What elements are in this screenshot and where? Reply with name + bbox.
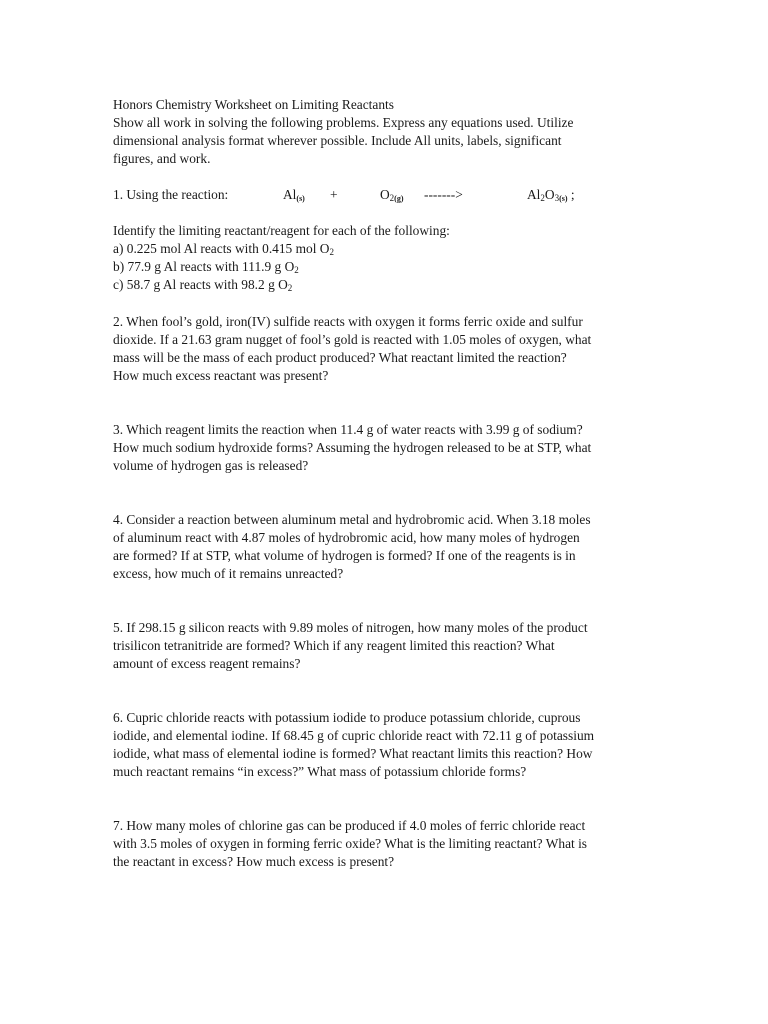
question-6-line-1: 6. Cupric chloride reacts with potassium iodide to produce potassium chloride, cuprous xyxy=(113,710,581,725)
question-2-line-2: dioxide. If a 21.63 gram nugget of fool’s gold is reacted with 1.05 moles of oxygen, what xyxy=(113,332,592,347)
reactant-oxygen xyxy=(380,186,404,204)
question-5-line-3: amount of excess reagent remains? xyxy=(113,656,301,671)
reactant-oxygen-subscript: 2 xyxy=(389,193,395,203)
question-7 xyxy=(113,817,653,871)
question-1-part-b xyxy=(113,258,653,276)
reactant-aluminum-state: (s) xyxy=(296,194,305,203)
product-state: (s) xyxy=(559,194,568,203)
part-c-subscript: 2 xyxy=(287,283,293,293)
reaction-equation xyxy=(113,186,653,204)
question-2-line-1: 2. When fool’s gold, iron(IV) sulfide reacts with oxygen it forms ferric oxide and sulfur xyxy=(113,314,583,329)
question-4-line-4: excess, how much of it remains unreacted? xyxy=(113,566,344,581)
reaction-end: ; xyxy=(567,187,575,202)
question-2 xyxy=(113,313,653,385)
question-6-line-2: iodide, and elemental iodine. If 68.45 g of cupric chloride react with 72.11 g of potassium xyxy=(113,728,595,743)
question-6-line-3: iodide, what mass of elemental iodine is formed? What reactant limits this reaction? How xyxy=(113,746,593,761)
part-b-subscript: 2 xyxy=(294,265,299,275)
product-al-symbol: Al xyxy=(527,187,541,202)
product-o-subscript: 3 xyxy=(554,193,560,203)
question-2-line-4: How much excess reactant was present? xyxy=(113,368,329,383)
part-a-subscript: 2 xyxy=(329,247,334,257)
question-7-line-1: 7. How many moles of chlorine gas can be produced if 4.0 moles of ferric chloride react xyxy=(113,818,586,833)
part-b-text: b) 77.9 g Al reacts with 111.9 g O xyxy=(113,259,295,274)
reactant-aluminum-symbol: Al xyxy=(283,187,297,202)
question-3-line-3: volume of hydrogen gas is released? xyxy=(113,458,309,473)
product-aluminum-oxide xyxy=(527,186,575,204)
reaction-arrow: -------> xyxy=(424,187,463,202)
plus-sign: + xyxy=(330,187,338,202)
product-o-symbol: O xyxy=(544,187,555,202)
question-1 xyxy=(113,186,653,294)
question-3-line-2: How much sodium hydroxide forms? Assuming the hydrogen released to be at STP, what xyxy=(113,440,592,455)
question-1-part-c xyxy=(113,276,653,294)
reactant-aluminum xyxy=(283,186,305,204)
part-c-text: c) 58.7 g Al reacts with 98.2 g O xyxy=(113,277,288,292)
worksheet-header xyxy=(113,96,653,168)
question-4 xyxy=(113,511,653,583)
question-1-lead: 1. Using the reaction: xyxy=(113,187,229,202)
question-2-line-3: mass will be the mass of each product produced? What reactant limited the reaction? xyxy=(113,350,567,365)
question-4-line-2: of aluminum react with 4.87 moles of hydrobromic acid, how many moles of hydrogen xyxy=(113,530,580,545)
question-6 xyxy=(113,709,653,781)
product-al-subscript: 2 xyxy=(540,193,545,203)
part-a-text: a) 0.225 mol Al reacts with 0.415 mol O xyxy=(113,241,330,256)
question-7-line-3: the reactant in excess? How much excess is present? xyxy=(113,854,395,869)
question-4-line-3: are formed? If at STP, what volume of hydrogen is formed? If one of the reagents is in xyxy=(113,548,576,563)
question-5-line-1: 5. If 298.15 g silicon reacts with 9.89 moles of nitrogen, how many moles of the product xyxy=(113,620,588,635)
reactant-oxygen-symbol: O xyxy=(380,187,390,202)
question-5 xyxy=(113,619,653,673)
worksheet-page xyxy=(113,96,653,871)
question-6-line-4: much reactant remains “in excess?” What mass of potassium chloride forms? xyxy=(113,764,527,779)
question-5-line-2: trisilicon tetranitride are formed? Which if any reagent limited this reaction? What xyxy=(113,638,555,653)
instructions-line-3: figures, and work. xyxy=(113,151,211,166)
question-4-line-1: 4. Consider a reaction between aluminum metal and hydrobromic acid. When 3.18 moles xyxy=(113,512,591,527)
question-1-prompt: Identify the limiting reactant/reagent for each of the following: xyxy=(113,223,450,238)
instructions-line-1: Show all work in solving the following problems. Express any equations used. Utilize xyxy=(113,115,574,130)
question-3-line-1: 3. Which reagent limits the reaction when 11.4 g of water reacts with 3.99 g of sodium? xyxy=(113,422,583,437)
question-7-line-2: with 3.5 moles of oxygen in forming ferric oxide? What is the limiting reactant? What is xyxy=(113,836,588,851)
worksheet-title: Honors Chemistry Worksheet on Limiting Reactants xyxy=(113,97,394,112)
question-3 xyxy=(113,421,653,475)
question-1-part-a xyxy=(113,240,653,258)
reactant-oxygen-state: (g) xyxy=(394,194,404,203)
instructions-line-2: dimensional analysis format wherever possible. Include All units, labels, significant xyxy=(113,133,562,148)
